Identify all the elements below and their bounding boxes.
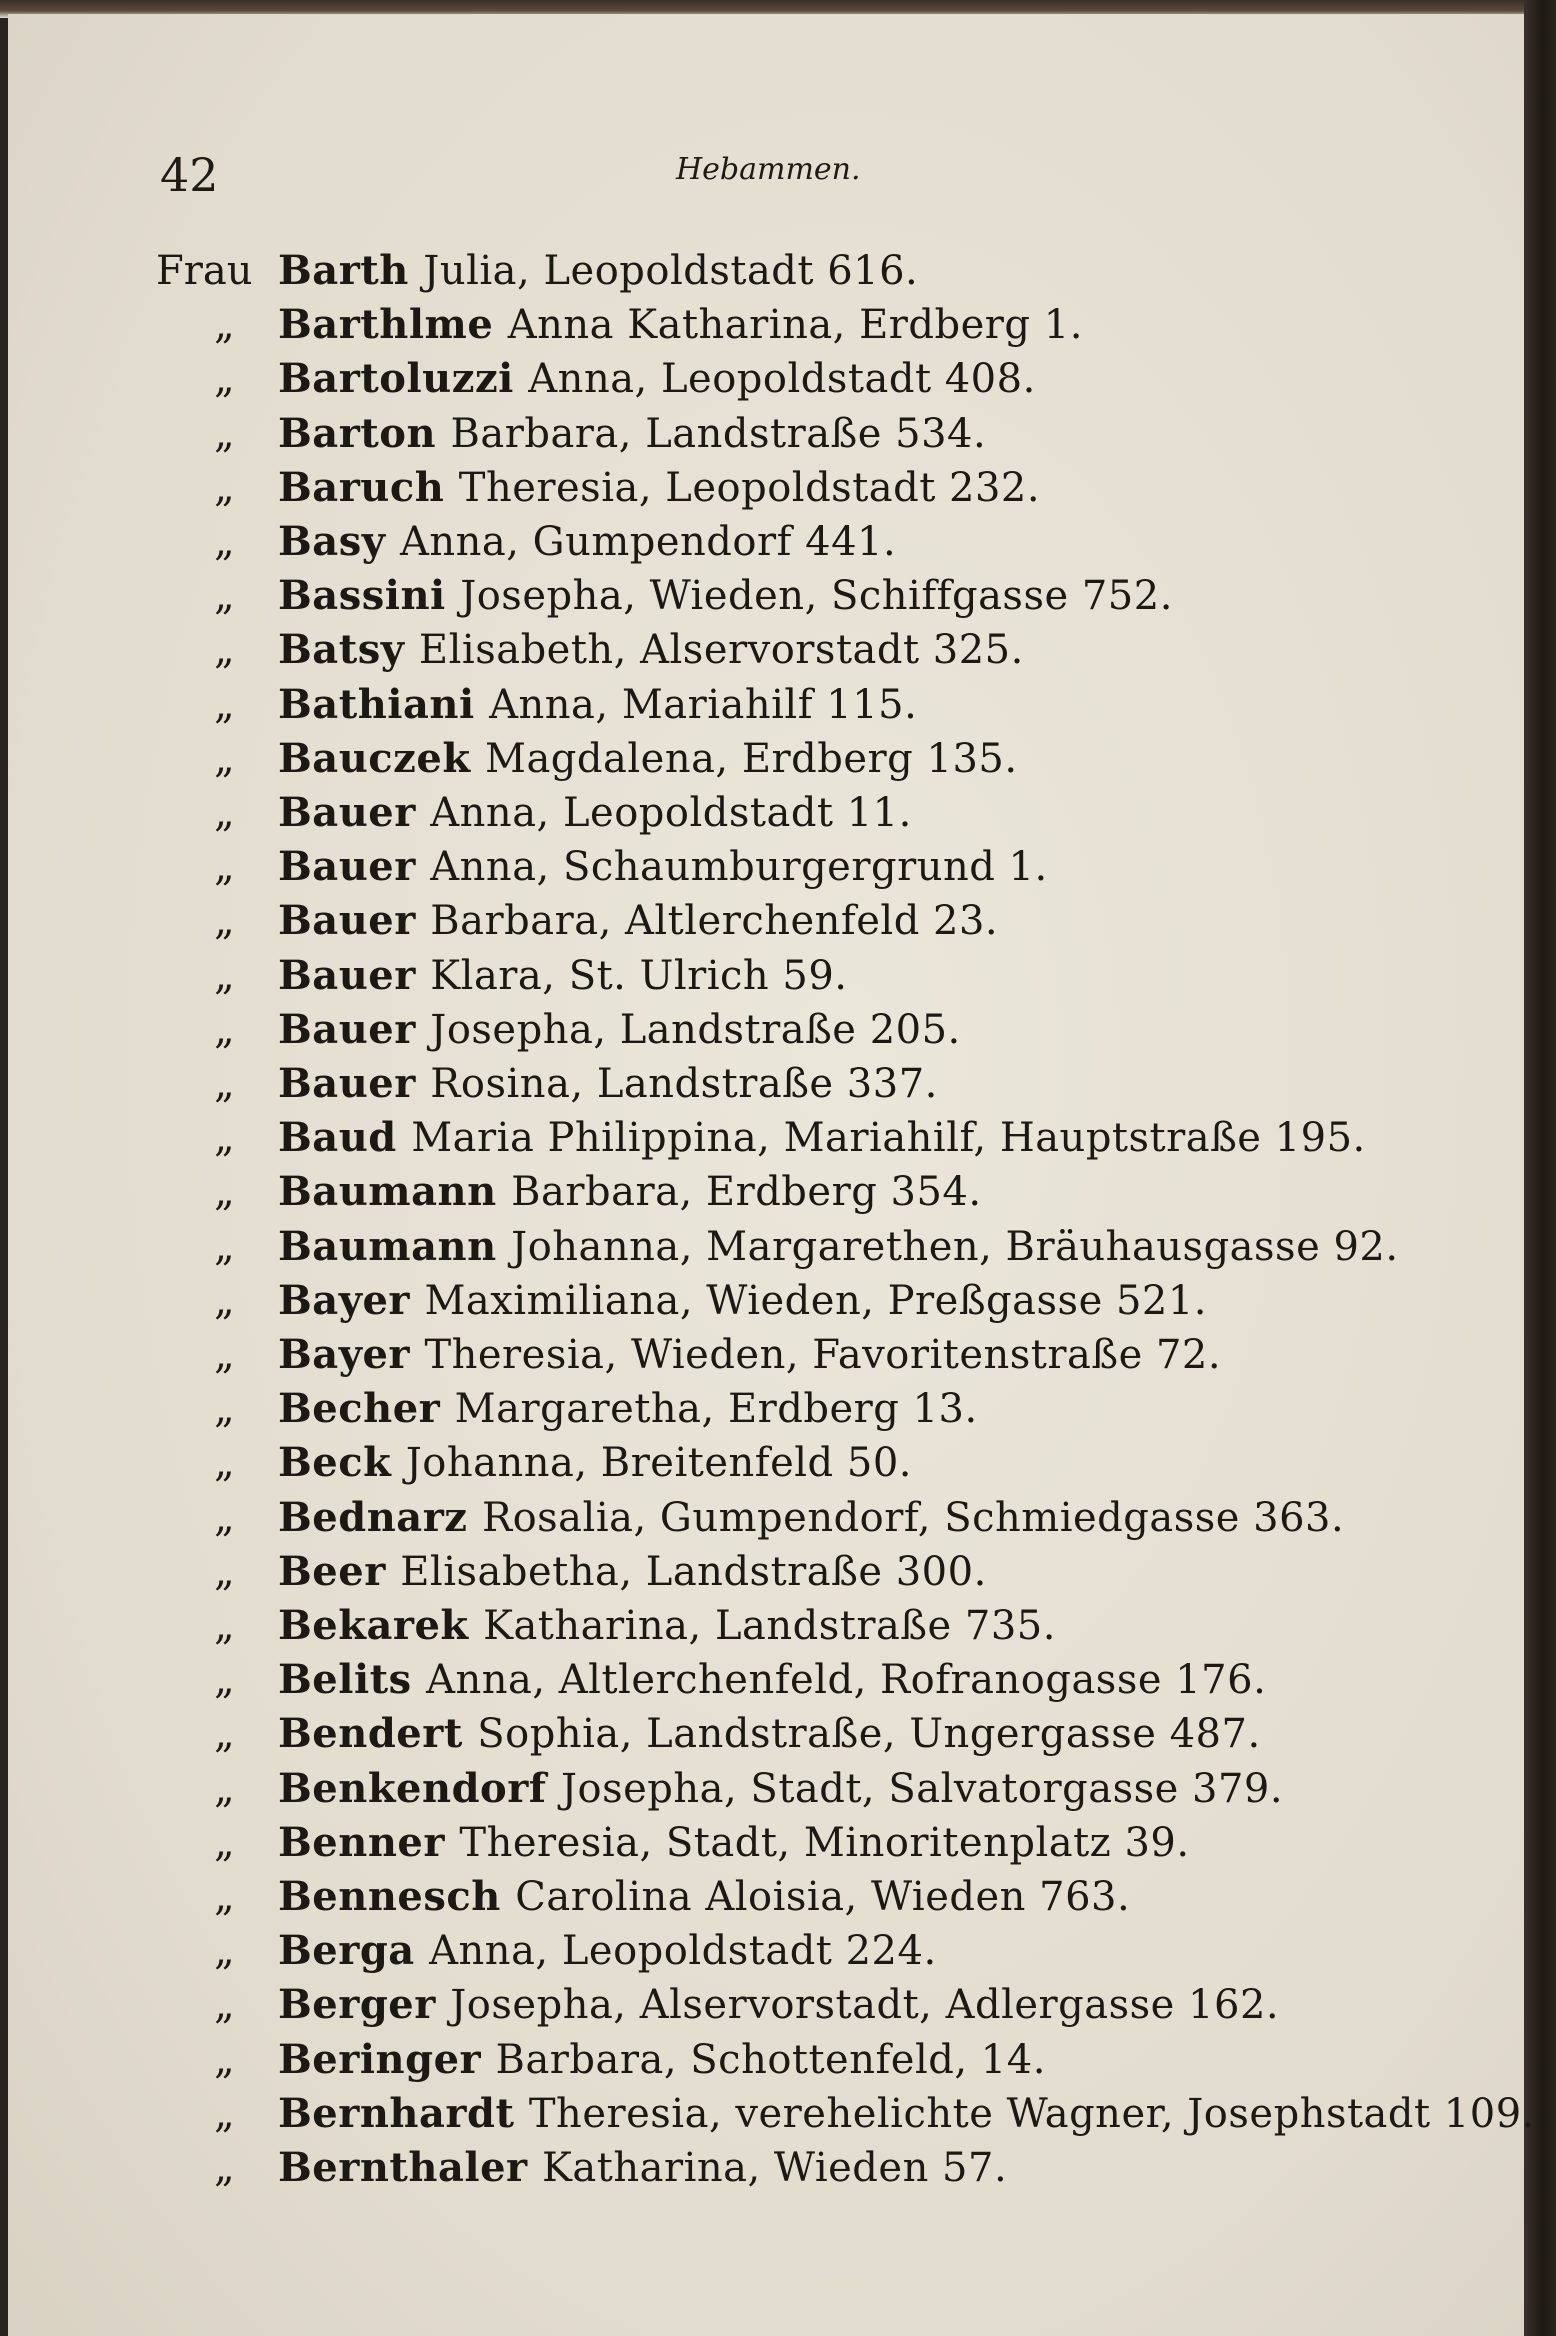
surname: Baruch: [278, 463, 445, 511]
surname: Bauer: [278, 897, 416, 945]
entry-text: [278, 1057, 938, 1111]
entry-details: Barbara, Erdberg 354.: [511, 1169, 982, 1216]
ditto-mark: „: [214, 1006, 235, 1053]
entry-text: [278, 1707, 1261, 1761]
ditto-mark: „: [214, 1819, 235, 1866]
entry-details: Josepha, Stadt, Salvatorgasse 379.: [560, 1765, 1284, 1812]
entry-details: Josepha, Landstraße 205.: [430, 1006, 961, 1053]
entry-details: Rosina, Landstraße 337.: [430, 1061, 938, 1107]
ditto-mark: „: [214, 302, 235, 349]
surname: Bauer: [278, 1060, 416, 1107]
entry-details: Rosalia, Gumpendorf, Schmiedgasse 363.: [481, 1494, 1345, 1541]
surname: Benkendorf: [278, 1764, 547, 1812]
entry-details: Magdalena, Erdberg 135.: [484, 735, 1018, 782]
ditto-mark: „: [214, 410, 235, 457]
entry-details: Sophia, Landstraße, Ungergasse 487.: [477, 1711, 1261, 1758]
entry-text: [278, 2087, 1535, 2141]
entry-text: [278, 678, 917, 732]
ditto-mark: „: [214, 844, 235, 891]
entry-details: Julia, Leopoldstadt 616.: [423, 248, 919, 294]
surname: Bassini: [278, 572, 446, 620]
entry-details: Anna, Mariahilf 115.: [489, 681, 918, 728]
ditto-mark: „: [214, 2145, 235, 2191]
ditto-mark: „: [214, 1765, 235, 1812]
ditto-mark: „: [214, 1223, 235, 1270]
ditto-mark: „: [214, 1928, 235, 1975]
entry-text: [278, 1978, 1279, 2032]
entry-text: [278, 1003, 961, 1057]
ditto-mark: „: [214, 681, 235, 728]
entry-text: [278, 1599, 1056, 1653]
entry-text: [278, 786, 912, 840]
entry-text: [278, 244, 918, 298]
ditto-mark: „: [214, 952, 235, 999]
page-number: 42: [160, 148, 219, 202]
surname: Beringer: [278, 2035, 482, 2083]
entry-details: Anna, Schaumburgergrund 1.: [430, 844, 1048, 891]
entry-details: Barbara, Landstraße 534.: [450, 410, 987, 457]
ditto-mark: „: [214, 1440, 235, 1487]
ditto-mark: „: [214, 2090, 235, 2137]
entry-details: Anna, Leopoldstadt 11.: [430, 790, 912, 836]
entry-text: [278, 352, 1036, 406]
surname: Berga: [278, 1927, 415, 1975]
surname: Bayer: [278, 1276, 410, 1324]
entry-text: [278, 1165, 982, 1219]
surname: Batsy: [278, 626, 405, 674]
surname: Baumann: [278, 1168, 497, 1216]
surname: Beer: [278, 1547, 386, 1595]
ditto-mark: „: [214, 1277, 235, 1324]
surname: Bendert: [278, 1710, 463, 1758]
ditto-mark: „: [214, 2036, 235, 2083]
entry-details: Barbara, Schottenfeld, 14.: [495, 2036, 1046, 2083]
ditto-mark: „: [214, 1603, 235, 1649]
entry-text: [278, 461, 1040, 515]
entry-text: [278, 1491, 1344, 1545]
ditto-mark: „: [214, 519, 235, 565]
entry-text: [278, 1816, 1190, 1870]
entry-text: [278, 1436, 912, 1490]
entry-details: Carolina Aloisia, Wieden 763.: [515, 1874, 1131, 1920]
surname: Barton: [278, 409, 437, 457]
entry-text: [278, 623, 1024, 677]
entry-text: [278, 1870, 1130, 1924]
entry-text: [278, 894, 998, 948]
ditto-mark: „: [214, 735, 235, 782]
entry-text: [278, 732, 1018, 786]
entry-details: Elisabeth, Alservorstadt 325.: [418, 627, 1024, 674]
entry-text: [278, 1545, 987, 1599]
entry-text: [278, 1762, 1283, 1816]
entry-text: [278, 840, 1048, 894]
entry-text: [278, 407, 986, 461]
surname: Bauer: [278, 1005, 416, 1053]
entry-details: Anna, Leopoldstadt 224.: [429, 1928, 937, 1975]
ditto-mark: „: [214, 1169, 235, 1216]
entry-details: Margaretha, Erdberg 13.: [454, 1386, 978, 1433]
entry-details: Theresia, Leopoldstadt 232.: [458, 464, 1041, 511]
surname: Basy: [278, 518, 386, 565]
surname: Bauczek: [278, 734, 471, 782]
ditto-mark: „: [214, 627, 235, 674]
surname: Bayer: [278, 1331, 410, 1378]
entry-text: [278, 1382, 978, 1436]
surname: Becher: [278, 1385, 441, 1433]
surname: Bauer: [278, 843, 416, 891]
entry-details: Theresia, Stadt, Minoritenplatz 39.: [459, 1819, 1190, 1866]
entry-text: [278, 949, 848, 1003]
entry-details: Maximiliana, Wieden, Preßgasse 521.: [424, 1277, 1208, 1324]
ditto-mark: „: [214, 1657, 235, 1704]
ditto-mark: „: [214, 464, 235, 511]
entry-details: Theresia, verehelichte Wagner, Josephstadt 109.: [528, 2090, 1535, 2137]
ditto-mark: „: [214, 1332, 235, 1378]
surname: Bernthaler: [278, 2144, 528, 2191]
surname: Bernhardt: [278, 2089, 515, 2137]
entry-details: Anna Katharina, Erdberg 1.: [507, 302, 1083, 349]
entry-text: [278, 1328, 1221, 1382]
surname: Baud: [278, 1114, 397, 1162]
book-spine-edge: [1524, 0, 1556, 2336]
ditto-mark: „: [214, 1548, 235, 1595]
title-prefix: Frau: [156, 248, 253, 294]
surname: Barth: [278, 247, 409, 294]
ditto-mark: „: [214, 1061, 235, 1107]
entry-text: [278, 2033, 1046, 2087]
surname: Bauer: [278, 789, 416, 836]
surname: Bartoluzzi: [278, 355, 514, 403]
surname: Berger: [278, 1981, 436, 2029]
entry-text: [278, 1653, 1266, 1707]
ditto-mark: „: [214, 1386, 235, 1433]
entry-details: Maria Philippina, Mariahilf, Hauptstraße 195.: [411, 1115, 1366, 1162]
entry-details: Johanna, Breitenfeld 50.: [405, 1440, 912, 1487]
entry-text: [278, 298, 1083, 352]
entry-details: Anna, Altlerchenfeld, Rofranogasse 176.: [426, 1657, 1267, 1704]
surname: Bednarz: [278, 1493, 468, 1541]
entry-details: Josepha, Alservorstadt, Adlergasse 162.: [450, 1982, 1280, 2029]
ditto-mark: „: [214, 1874, 235, 1920]
running-head: Hebammen.: [676, 152, 861, 187]
surname: Beck: [278, 1439, 392, 1487]
surname: Barthlme: [278, 301, 494, 349]
entry-details: Johanna, Margarethen, Bräuhausgasse 92.: [511, 1223, 1399, 1270]
surname: Bennesch: [278, 1873, 501, 1920]
surname: Benner: [278, 1818, 445, 1866]
ditto-mark: „: [214, 898, 235, 945]
entry-text: [278, 1924, 937, 1978]
ditto-mark: „: [214, 1494, 235, 1541]
surname: Bauer: [278, 951, 416, 999]
ditto-mark: „: [214, 573, 235, 620]
entry-details: Anna, Gumpendorf 441.: [399, 519, 897, 565]
entry-text: [278, 2141, 1007, 2195]
ditto-mark: „: [214, 1982, 235, 2029]
ditto-mark: „: [214, 356, 235, 403]
entry-text: [278, 515, 896, 569]
ditto-mark: „: [214, 1711, 235, 1758]
surname: Baumann: [278, 1222, 497, 1270]
entry-details: Katharina, Wieden 57.: [542, 2145, 1008, 2191]
entry-details: Elisabetha, Landstraße 300.: [400, 1548, 987, 1595]
entry-text: [278, 1111, 1366, 1165]
entry-text: [278, 569, 1173, 623]
entry-details: Josepha, Wieden, Schiffgasse 752.: [460, 573, 1173, 620]
entry-details: Anna, Leopoldstadt 408.: [528, 356, 1036, 403]
surname: Bathiani: [278, 680, 475, 728]
entry-text: [278, 1274, 1207, 1328]
entry-details: Theresia, Wieden, Favoritenstraße 72.: [424, 1332, 1222, 1378]
surname: Belits: [278, 1656, 412, 1704]
ditto-mark: „: [214, 1115, 235, 1162]
entry-details: Katharina, Landstraße 735.: [483, 1603, 1056, 1649]
entry-details: Barbara, Altlerchenfeld 23.: [430, 898, 999, 945]
entry-details: Klara, St. Ulrich 59.: [430, 952, 848, 999]
surname: Bekarek: [278, 1602, 469, 1649]
entry-text: [278, 1220, 1399, 1274]
ditto-mark: „: [214, 790, 235, 836]
